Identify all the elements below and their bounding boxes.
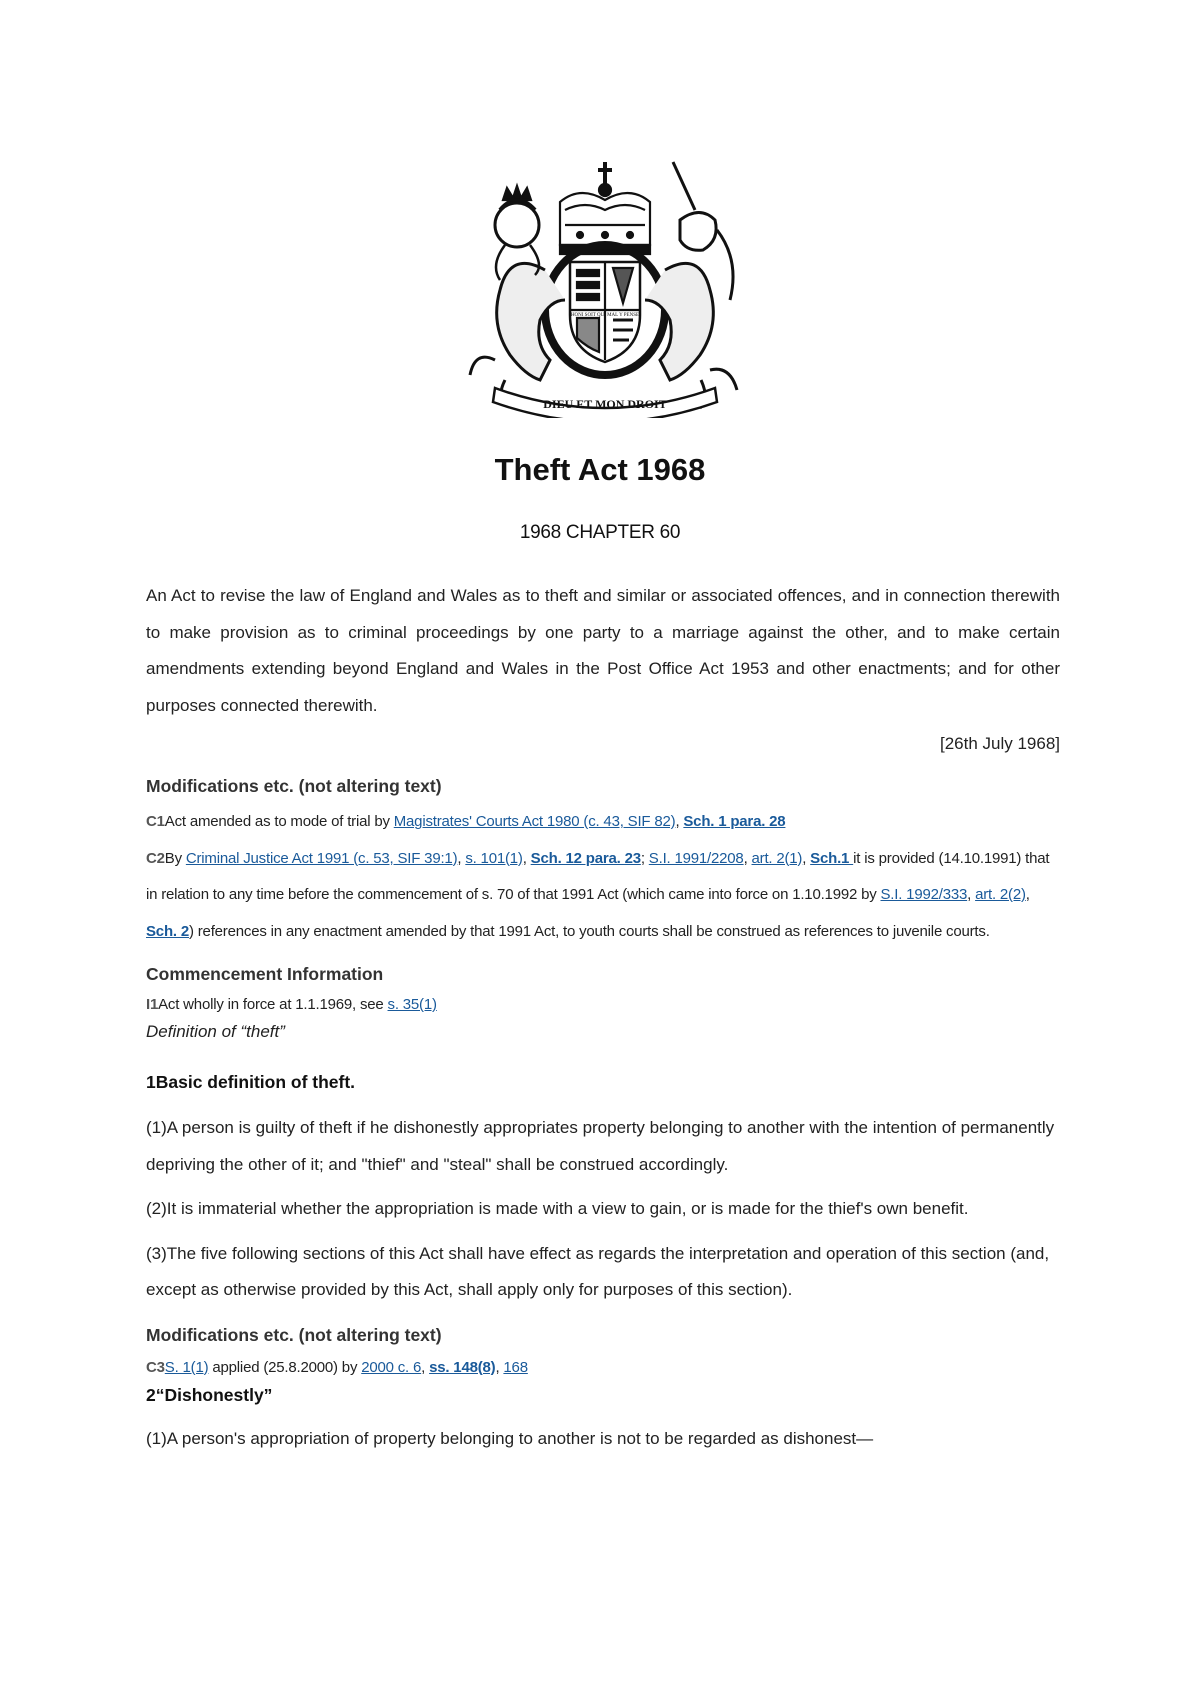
separator: , <box>802 849 811 867</box>
si-1991-2208-link[interactable]: S.I. 1991/2208 <box>648 849 744 867</box>
2000-c6-link[interactable]: 2000 c. 6 <box>361 1358 422 1376</box>
annotation-tag: C1 <box>146 813 165 830</box>
annotation-tag: C2 <box>146 849 165 867</box>
section-2-heading: 2“Dishonestly” <box>146 1384 273 1405</box>
sch1-link[interactable]: Sch.1 <box>810 849 854 867</box>
definition-heading: Definition of “theft” <box>146 1022 285 1041</box>
modifications-heading: Modifications etc. (not altering text) <box>146 776 442 796</box>
separator: , <box>421 1358 430 1376</box>
chapter-number: 1968 CHAPTER 60 <box>519 522 681 543</box>
crest-motto-text: DIEU ET MON DROIT <box>543 397 667 411</box>
annotation-text: Act wholly in force at 1.1.1969, see <box>158 996 388 1013</box>
separator: , <box>743 849 752 867</box>
separator: , <box>495 1358 504 1376</box>
annotation-c3 <box>146 1353 1060 1383</box>
document-body <box>146 578 1060 1457</box>
criminal-justice-act-link[interactable]: Criminal Justice Act 1991 (c. 53, SIF 39:1) <box>185 849 458 867</box>
magistrates-courts-act-link[interactable]: Magistrates' Courts Act 1980 (c. 43, SIF 82) <box>393 813 676 830</box>
ss148-8-link[interactable]: ss. 148(8) <box>429 1358 496 1376</box>
separator: , <box>457 849 466 867</box>
s101-link[interactable]: s. 101(1) <box>465 849 523 867</box>
annotation-tag: I1 <box>146 996 159 1013</box>
separator: , <box>675 813 684 830</box>
art-2-2-link[interactable]: art. 2(2) <box>975 886 1026 903</box>
separator: , <box>522 849 531 867</box>
document-title: Theft Act 1968 <box>494 452 706 487</box>
commencement-heading: Commencement Information <box>146 964 384 984</box>
s35-1-link[interactable]: s. 35(1) <box>387 996 437 1013</box>
si-1992-333-link[interactable]: S.I. 1992/333 <box>880 886 968 903</box>
separator: , <box>1025 886 1030 903</box>
section-2-subsection-1: (1)A person's appropriation of property belonging to another is not to be regarded as dishonest— <box>146 1428 874 1448</box>
annotation-text: applied (25.8.2000) by <box>208 1358 362 1376</box>
section-1-subsection-3: (3)The five following sections of this Act shall have effect as regards the interpretation and operation of this section (and, except as otherwise provided by this Act, shall apply only for purposes of this section). <box>146 1243 1050 1299</box>
sch12-para23-link[interactable]: Sch. 12 para. 23 <box>530 849 641 867</box>
section-1-heading: 1Basic definition of theft. <box>146 1072 356 1092</box>
royal-assent-date: [26th July 1968] <box>939 734 1060 753</box>
annotation-text: it is provided (14.10.1991) that in relation to any time before the commencement of s. 70 of that 1991 Act (which came into force on 1.10.1992 by <box>146 849 1050 903</box>
sch1-para28-link[interactable]: Sch. 1 para. 28 <box>683 813 786 830</box>
annotation-text: Act amended as to mode of trial by <box>164 813 394 830</box>
section-1-subsection-1: (1)A person is guilty of theft if he dishonestly appropriates property belonging to another with the intention of permanently depriving the other of it; and "thief" and "steal" shall be construed accordingly. <box>146 1118 1055 1174</box>
separator: , <box>967 886 976 903</box>
sch2-link[interactable]: Sch. 2 <box>146 922 189 940</box>
separator: ; <box>640 849 649 867</box>
annotation-tag: C3 <box>146 1358 165 1376</box>
168-link[interactable]: 168 <box>503 1358 528 1376</box>
long-title: An Act to revise the law of England and Wales as to theft and similar or associated offences, and in connection therewith to make provision as to criminal proceedings by one party to a marriage against the other, and to make certain amendments extending beyond England and Wales in the Post Office Act 1953 and other enactments; and for other purposes connected therewith. <box>146 586 1060 715</box>
annotation-text: ) references in any enactment amended by that 1991 Act, to youth courts shall be construed as references to juvenile courts. <box>189 922 990 940</box>
annotation-c2 <box>146 841 1060 951</box>
section-1-subsection-2: (2)It is immaterial whether the appropriation is made with a view to gain, or is made for the thief's own benefit. <box>146 1199 969 1218</box>
annotation-i1 <box>146 990 1060 1020</box>
crest-garter-text: HONI SOIT QUI MAL Y PENSE <box>570 313 640 318</box>
royal-coat-of-arms-logo <box>455 150 755 418</box>
annotation-text: By <box>164 849 186 867</box>
annotation-c1 <box>146 804 1060 841</box>
modifications-heading: Modifications etc. (not altering text) <box>146 1324 442 1345</box>
art-2-1-link[interactable]: art. 2(1) <box>751 849 803 867</box>
s1-1-link[interactable]: S. 1(1) <box>164 1358 209 1376</box>
